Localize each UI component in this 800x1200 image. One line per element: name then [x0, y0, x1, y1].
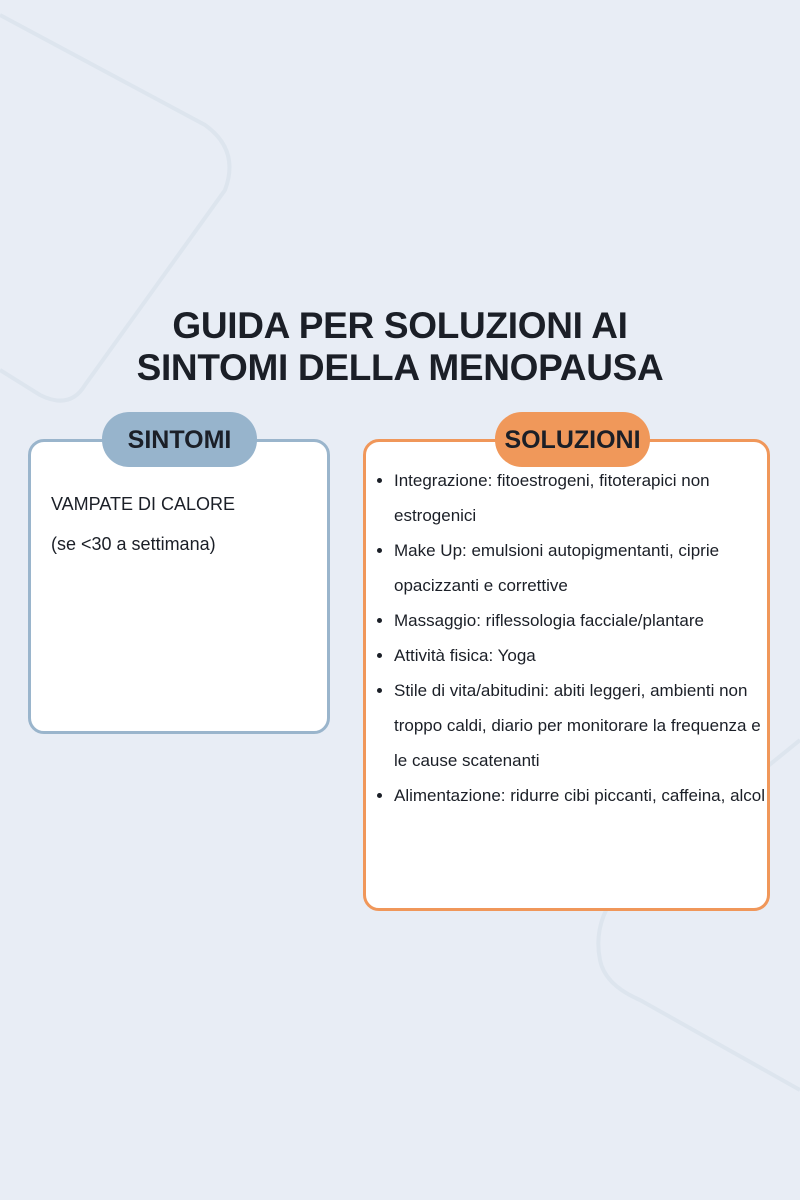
soluzioni-label: SOLUZIONI	[495, 412, 650, 467]
soluzioni-list	[376, 463, 774, 813]
symptom-name: VAMPATE DI CALORE	[51, 494, 236, 514]
page-title	[0, 305, 800, 389]
list-item: • Attività fisica: Yoga	[394, 638, 774, 673]
list-item: • Stile di vita/abitudini: abiti leggeri, ambienti non troppo caldi, diario per monitorare la frequenza e le cause scatenanti	[394, 673, 774, 778]
title-line-2: SINTOMI DELLA MENOPAUSA	[136, 347, 664, 388]
sintomi-label: SINTOMI	[102, 412, 257, 467]
symptom-note: (se <30 a settimana)	[51, 534, 216, 554]
sintomi-content	[51, 484, 235, 564]
list-item: • Integrazione: fitoestrogeni, fitoterapici non estrogenici	[394, 463, 774, 533]
title-line-1: GUIDA PER SOLUZIONI AI	[172, 305, 628, 346]
list-item: • Make Up: emulsioni autopigmentanti, ciprie opacizzanti e correttive	[394, 533, 774, 603]
list-item: • Alimentazione: ridurre cibi piccanti, caffeina, alcol	[394, 778, 774, 813]
list-item: • Massaggio: riflessologia facciale/plantare	[394, 603, 774, 638]
